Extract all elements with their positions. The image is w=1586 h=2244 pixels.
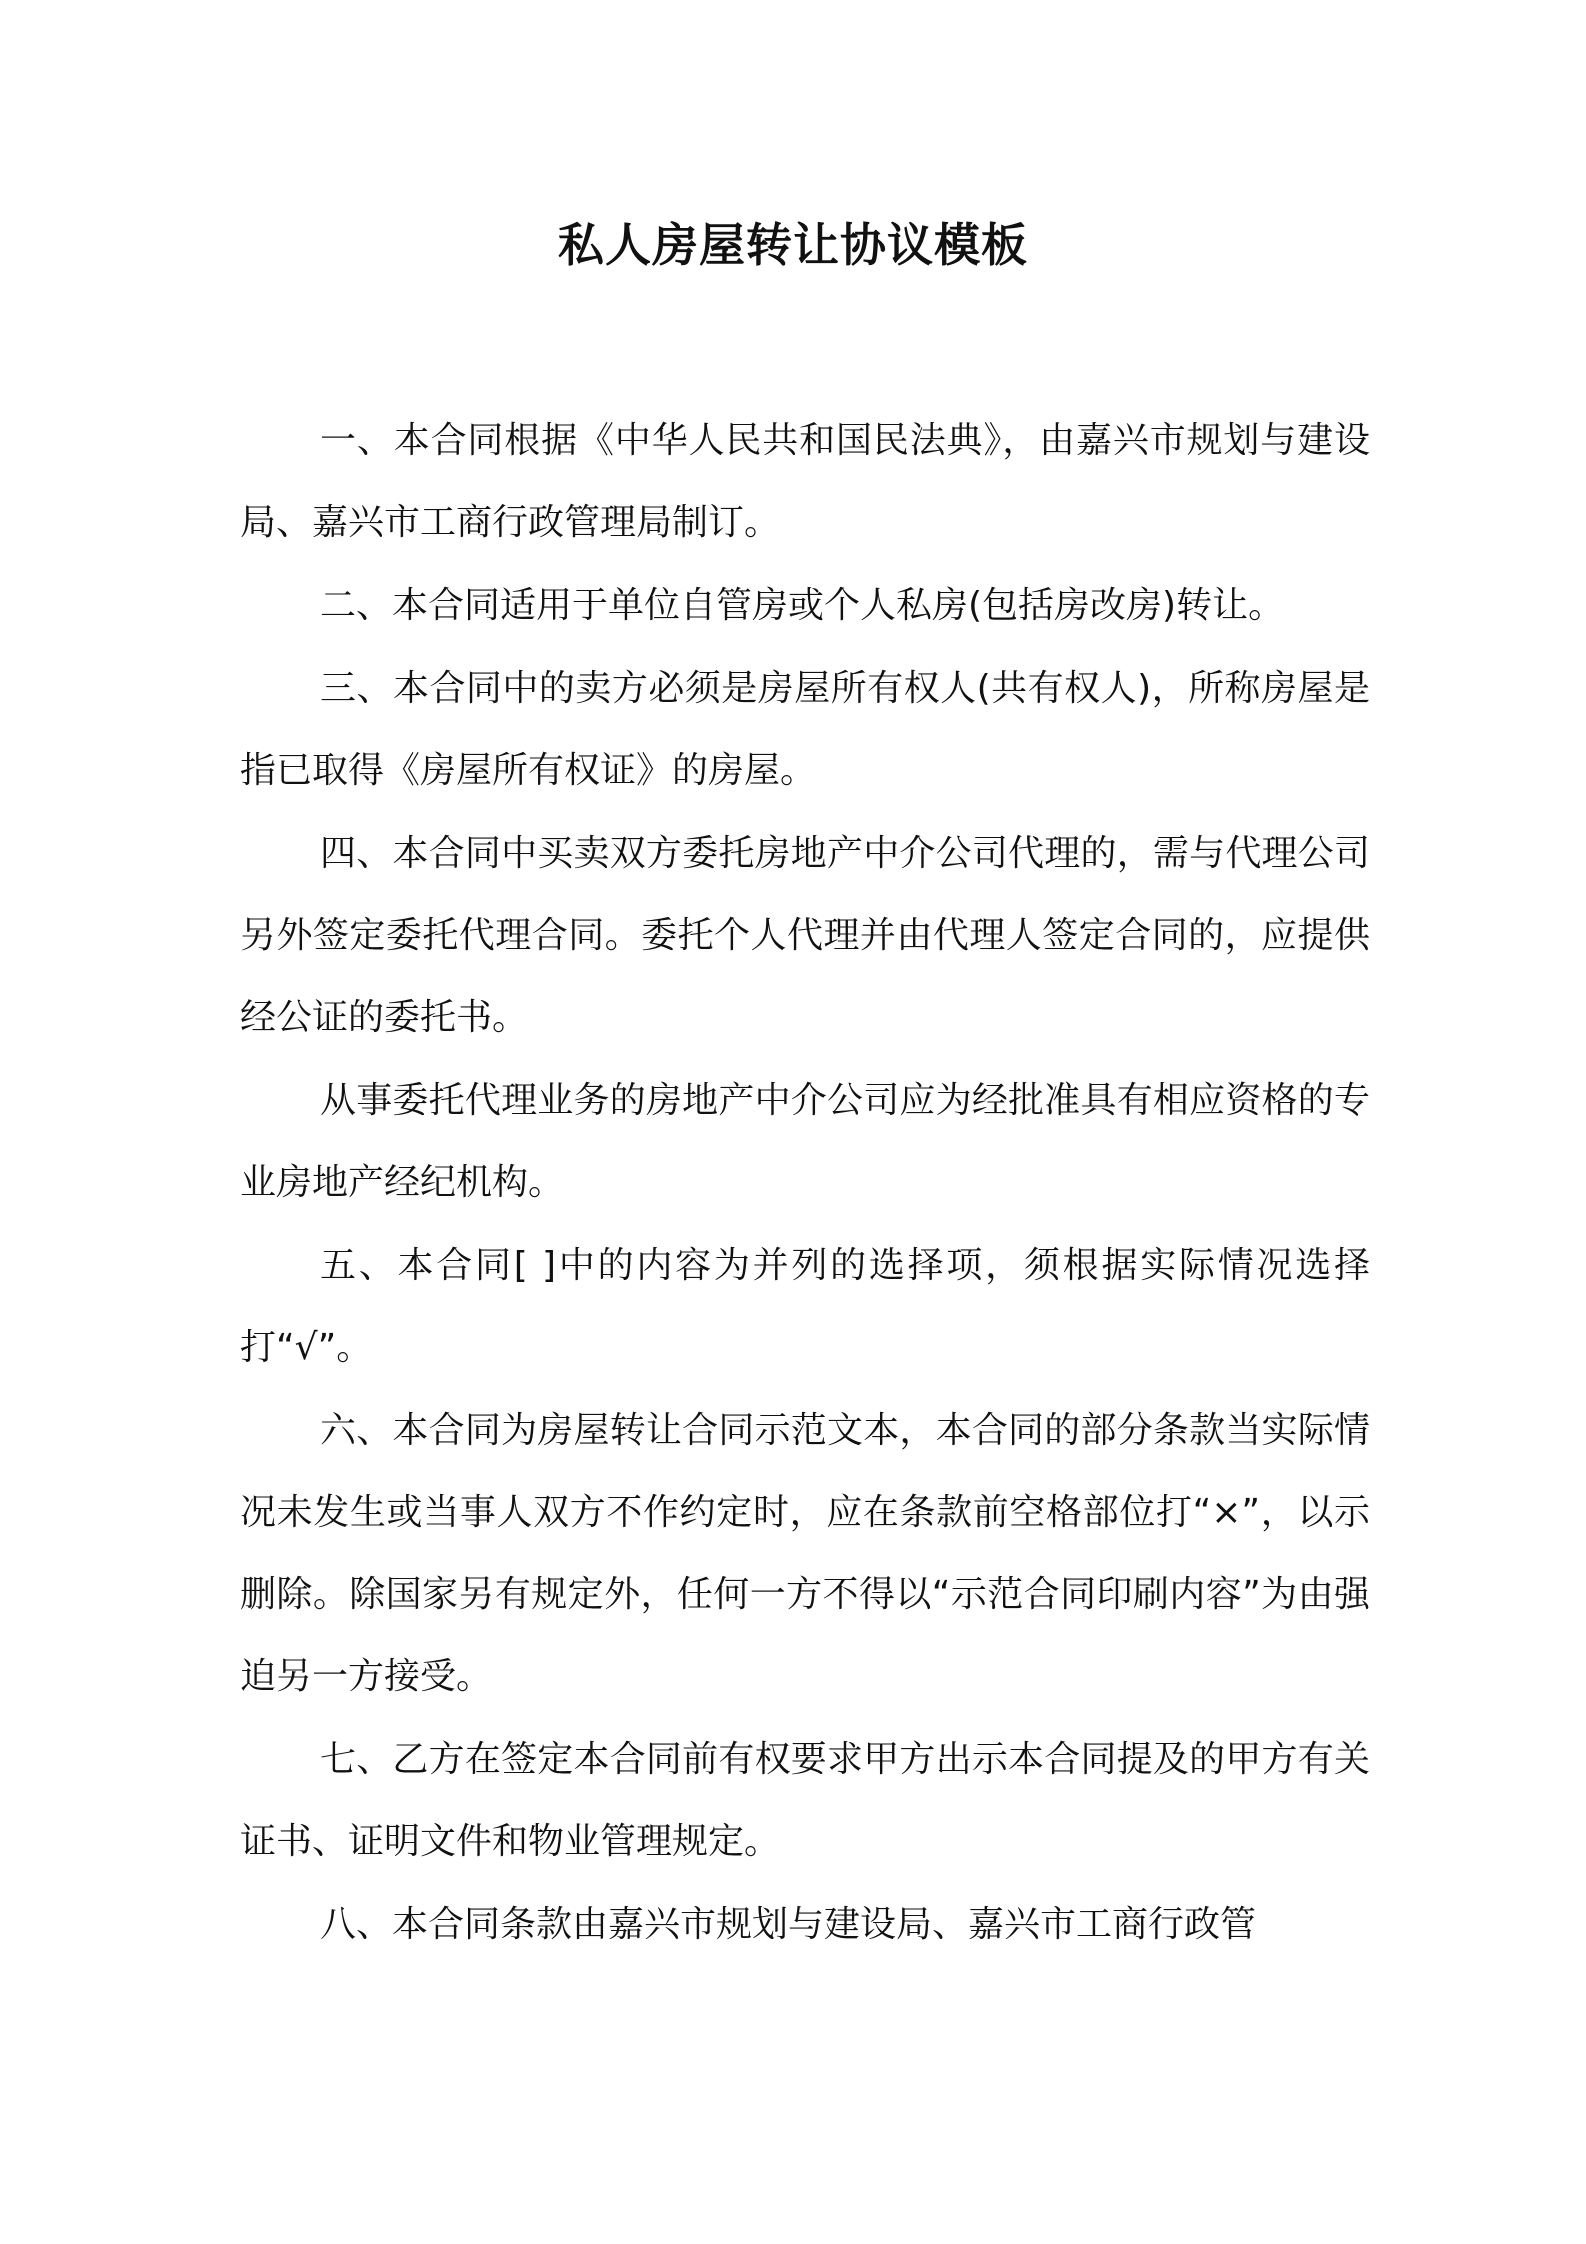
document-body — [240, 400, 1370, 1967]
paragraph-7: 六、本合同为房屋转让合同示范文本，本合同的部分条款当实际情况未发生或当事人双方不作约定时，应在条款前空格部位打“×”，以示删除。除国家另有规定外，任何一方不得以“示范合同印刷内容”为由强迫另一方接受。 — [240, 1410, 1370, 1697]
paragraph-2: 二、本合同适用于单位自管房或个人私房(包括房改房)转让。 — [320, 585, 1285, 626]
paragraph-6: 五、本合同[ ]中的内容为并列的选择项，须根据实际情况选择打“√”。 — [240, 1245, 1370, 1368]
paragraph-5: 从事委托代理业务的房地产中介公司应为经批准具有相应资格的专业房地产经纪机构。 — [240, 1080, 1370, 1203]
paragraph-3: 三、本合同中的卖方必须是房屋所有权人(共有权人)，所称房屋是指已取得《房屋所有权证》的房屋。 — [240, 668, 1370, 791]
paragraph-9: 八、本合同条款由嘉兴市规划与建设局、嘉兴市工商行政管 — [320, 1904, 1257, 1945]
paragraph-8: 七、乙方在签定本合同前有权要求甲方出示本合同提及的甲方有关证书、证明文件和物业管理规定。 — [240, 1739, 1370, 1862]
document-title: 私人房屋转让协议模板 — [558, 218, 1028, 272]
paragraph-4: 四、本合同中买卖双方委托房地产中介公司代理的，需与代理公司另外签定委托代理合同。委托个人代理并由代理人签定合同的，应提供经公证的委托书。 — [240, 833, 1370, 1038]
paragraph-1: 一、本合同根据《中华人民共和国民法典》，由嘉兴市规划与建设局、嘉兴市工商行政管理局制订。 — [240, 420, 1370, 543]
